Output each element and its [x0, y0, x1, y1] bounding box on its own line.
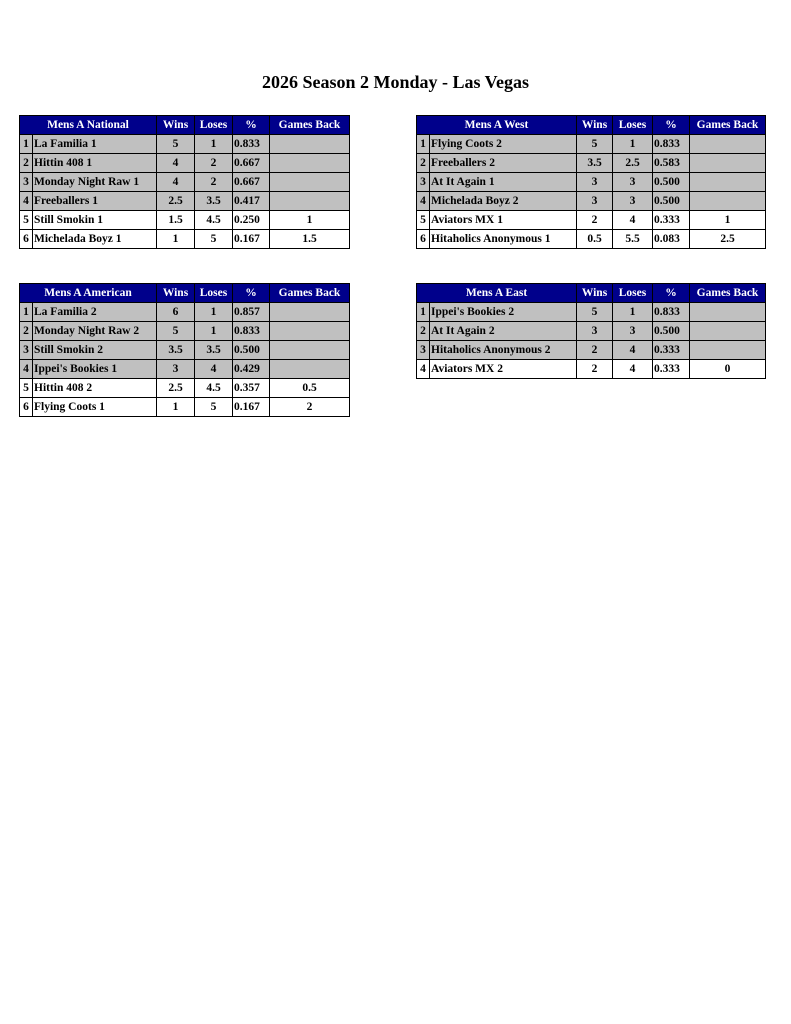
wins-cell: 2.5	[157, 379, 195, 398]
games-back-cell	[270, 173, 350, 192]
wins-cell: 3	[157, 360, 195, 379]
rank-cell: 6	[20, 230, 33, 249]
table-row	[417, 173, 766, 192]
table-row	[20, 173, 350, 192]
table-row	[417, 360, 766, 379]
rank-cell: 5	[417, 211, 430, 230]
team-name-cell: At It Again 2	[430, 322, 577, 341]
pct-header: %	[653, 284, 690, 303]
team-name-cell: Hitaholics Anonymous 2	[430, 341, 577, 360]
table-row	[417, 341, 766, 360]
pct-cell: 0.417	[233, 192, 270, 211]
wins-cell: 5	[577, 303, 613, 322]
games-back-cell	[690, 322, 766, 341]
loses-cell: 3	[613, 192, 653, 211]
loses-header: Loses	[195, 284, 233, 303]
games-back-cell	[690, 135, 766, 154]
games-back-cell	[270, 154, 350, 173]
loses-cell: 4	[613, 211, 653, 230]
pct-cell: 0.083	[653, 230, 690, 249]
pct-cell: 0.857	[233, 303, 270, 322]
games-back-cell: 0	[690, 360, 766, 379]
team-name-cell: Ippei's Bookies 1	[33, 360, 157, 379]
games-back-header: Games Back	[270, 284, 350, 303]
wins-cell: 1.5	[157, 211, 195, 230]
rank-cell: 4	[20, 360, 33, 379]
pct-header: %	[233, 284, 270, 303]
games-back-cell: 1.5	[270, 230, 350, 249]
games-back-cell	[270, 322, 350, 341]
games-back-cell	[690, 341, 766, 360]
games-back-cell	[270, 303, 350, 322]
games-back-cell: 1	[690, 211, 766, 230]
table-row	[417, 211, 766, 230]
team-name-cell: Aviators MX 2	[430, 360, 577, 379]
rank-cell: 3	[20, 341, 33, 360]
team-name-cell: Hitaholics Anonymous 1	[430, 230, 577, 249]
games-back-header: Games Back	[690, 116, 766, 135]
team-name-cell: Freeballers 1	[33, 192, 157, 211]
team-name-cell: Still Smokin 1	[33, 211, 157, 230]
page-title: 2026 Season 2 Monday - Las Vegas	[261, 72, 530, 92]
pct-header: %	[653, 116, 690, 135]
pct-cell: 0.167	[233, 398, 270, 417]
pct-cell: 0.250	[233, 211, 270, 230]
team-name-cell: Freeballers 2	[430, 154, 577, 173]
table-row	[20, 379, 350, 398]
rank-cell: 4	[20, 192, 33, 211]
games-back-cell: 0.5	[270, 379, 350, 398]
team-name-cell: Monday Night Raw 2	[33, 322, 157, 341]
table-row	[20, 322, 350, 341]
loses-cell: 3.5	[195, 192, 233, 211]
table-row	[417, 322, 766, 341]
wins-header: Wins	[157, 284, 195, 303]
games-back-header: Games Back	[690, 284, 766, 303]
team-name-cell: Still Smokin 2	[33, 341, 157, 360]
loses-cell: 4.5	[195, 211, 233, 230]
team-name-cell: Ippei's Bookies 2	[430, 303, 577, 322]
table-row	[20, 154, 350, 173]
wins-cell: 3	[577, 192, 613, 211]
rank-cell: 2	[20, 154, 33, 173]
rank-cell: 1	[417, 135, 430, 154]
table-header-row	[20, 284, 350, 303]
table-row	[20, 211, 350, 230]
wins-cell: 3.5	[577, 154, 613, 173]
pct-cell: 0.333	[653, 341, 690, 360]
table-row	[20, 360, 350, 379]
table-header-row	[417, 284, 766, 303]
wins-cell: 5	[577, 135, 613, 154]
table-row	[20, 398, 350, 417]
loses-header: Loses	[195, 116, 233, 135]
loses-cell: 1	[195, 322, 233, 341]
pct-cell: 0.833	[653, 135, 690, 154]
table-header-row	[20, 116, 350, 135]
wins-cell: 1	[157, 398, 195, 417]
pct-cell: 0.500	[233, 341, 270, 360]
wins-cell: 3	[577, 173, 613, 192]
loses-cell: 1	[613, 135, 653, 154]
pct-header: %	[233, 116, 270, 135]
division-name-header: Mens A National	[20, 116, 157, 135]
games-back-cell	[690, 192, 766, 211]
wins-header: Wins	[577, 116, 613, 135]
loses-cell: 4.5	[195, 379, 233, 398]
wins-cell: 1	[157, 230, 195, 249]
loses-cell: 3.5	[195, 341, 233, 360]
wins-cell: 2	[577, 211, 613, 230]
loses-cell: 4	[195, 360, 233, 379]
pct-cell: 0.583	[653, 154, 690, 173]
rank-cell: 1	[20, 135, 33, 154]
pct-cell: 0.167	[233, 230, 270, 249]
division-name-header: Mens A West	[417, 116, 577, 135]
wins-cell: 3	[577, 322, 613, 341]
team-name-cell: Monday Night Raw 1	[33, 173, 157, 192]
pct-cell: 0.500	[653, 322, 690, 341]
rank-cell: 5	[20, 379, 33, 398]
table-row	[417, 154, 766, 173]
wins-cell: 5	[157, 135, 195, 154]
wins-header: Wins	[577, 284, 613, 303]
pct-cell: 0.500	[653, 192, 690, 211]
games-back-cell: 1	[270, 211, 350, 230]
rank-cell: 3	[20, 173, 33, 192]
wins-cell: 2	[577, 360, 613, 379]
rank-cell: 1	[417, 303, 430, 322]
rank-cell: 6	[417, 230, 430, 249]
team-name-cell: Aviators MX 1	[430, 211, 577, 230]
games-back-cell	[690, 303, 766, 322]
loses-cell: 5	[195, 230, 233, 249]
table-row	[20, 135, 350, 154]
pct-cell: 0.357	[233, 379, 270, 398]
wins-cell: 4	[157, 154, 195, 173]
rank-cell: 1	[20, 303, 33, 322]
wins-header: Wins	[157, 116, 195, 135]
pct-cell: 0.333	[653, 360, 690, 379]
table-row	[417, 135, 766, 154]
standings-table-east	[416, 283, 766, 379]
team-name-cell: Hittin 408 1	[33, 154, 157, 173]
wins-cell: 2	[577, 341, 613, 360]
pct-cell: 0.833	[653, 303, 690, 322]
table-row	[20, 192, 350, 211]
loses-header: Loses	[613, 284, 653, 303]
wins-cell: 2.5	[157, 192, 195, 211]
games-back-cell: 2.5	[690, 230, 766, 249]
team-name-cell: Flying Coots 1	[33, 398, 157, 417]
loses-cell: 1	[195, 303, 233, 322]
team-name-cell: La Familia 1	[33, 135, 157, 154]
pct-cell: 0.333	[653, 211, 690, 230]
table-row	[20, 303, 350, 322]
rank-cell: 2	[20, 322, 33, 341]
loses-cell: 3	[613, 173, 653, 192]
table-row	[417, 303, 766, 322]
team-name-cell: At It Again 1	[430, 173, 577, 192]
loses-cell: 3	[613, 322, 653, 341]
loses-cell: 5.5	[613, 230, 653, 249]
loses-cell: 2	[195, 154, 233, 173]
rank-cell: 4	[417, 192, 430, 211]
loses-cell: 4	[613, 360, 653, 379]
rank-cell: 2	[417, 322, 430, 341]
games-back-cell	[270, 135, 350, 154]
rank-cell: 6	[20, 398, 33, 417]
standings-table-national	[19, 115, 350, 249]
team-name-cell: La Familia 2	[33, 303, 157, 322]
games-back-cell	[270, 360, 350, 379]
rank-cell: 3	[417, 173, 430, 192]
rank-cell: 5	[20, 211, 33, 230]
games-back-cell: 2	[270, 398, 350, 417]
games-back-header: Games Back	[270, 116, 350, 135]
games-back-cell	[690, 173, 766, 192]
team-name-cell: Michelada Boyz 2	[430, 192, 577, 211]
standings-table-west	[416, 115, 766, 249]
table-row	[417, 192, 766, 211]
rank-cell: 2	[417, 154, 430, 173]
loses-cell: 1	[613, 303, 653, 322]
loses-cell: 5	[195, 398, 233, 417]
games-back-cell	[690, 154, 766, 173]
team-name-cell: Flying Coots 2	[430, 135, 577, 154]
rank-cell: 3	[417, 341, 430, 360]
team-name-cell: Hittin 408 2	[33, 379, 157, 398]
wins-cell: 3.5	[157, 341, 195, 360]
games-back-cell	[270, 192, 350, 211]
games-back-cell	[270, 341, 350, 360]
table-row	[417, 230, 766, 249]
table-row	[20, 230, 350, 249]
loses-cell: 2	[195, 173, 233, 192]
pct-cell: 0.500	[653, 173, 690, 192]
division-name-header: Mens A American	[20, 284, 157, 303]
pct-cell: 0.833	[233, 322, 270, 341]
loses-header: Loses	[613, 116, 653, 135]
pct-cell: 0.833	[233, 135, 270, 154]
pct-cell: 0.667	[233, 154, 270, 173]
standings-table-american	[19, 283, 350, 417]
team-name-cell: Michelada Boyz 1	[33, 230, 157, 249]
wins-cell: 0.5	[577, 230, 613, 249]
table-header-row	[417, 116, 766, 135]
table-row	[20, 341, 350, 360]
wins-cell: 6	[157, 303, 195, 322]
wins-cell: 5	[157, 322, 195, 341]
wins-cell: 4	[157, 173, 195, 192]
loses-cell: 1	[195, 135, 233, 154]
pct-cell: 0.429	[233, 360, 270, 379]
loses-cell: 2.5	[613, 154, 653, 173]
rank-cell: 4	[417, 360, 430, 379]
division-name-header: Mens A East	[417, 284, 577, 303]
loses-cell: 4	[613, 341, 653, 360]
pct-cell: 0.667	[233, 173, 270, 192]
